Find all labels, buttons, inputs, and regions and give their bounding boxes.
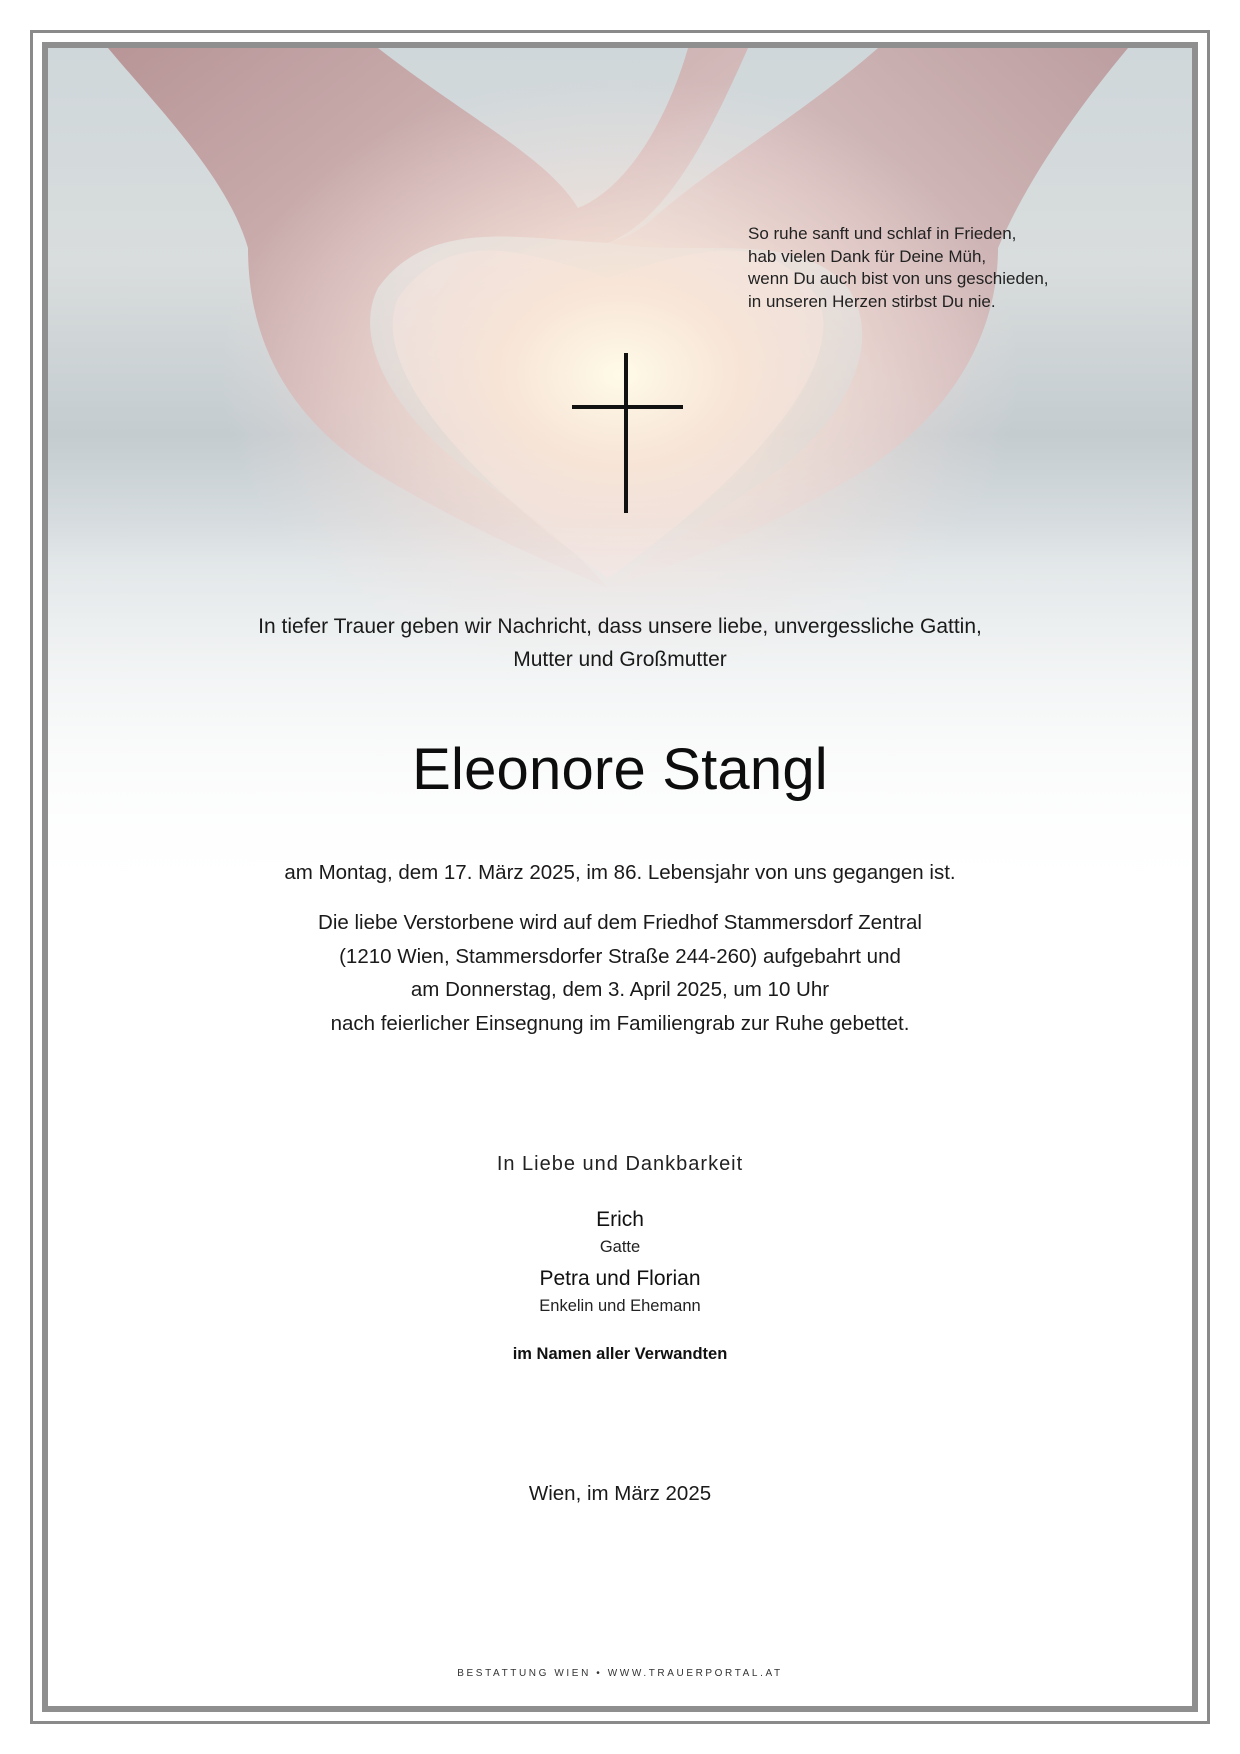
deceased-name: Eleonore Stangl (412, 737, 828, 802)
poem-line: wenn Du auch bist von uns geschieden, (748, 269, 1049, 288)
closing-phrase: In Liebe und Dankbarkeit (496, 1153, 744, 1175)
poem-line: hab vielen Dank für Deine Müh, (748, 246, 987, 266)
cross-icon (566, 353, 686, 518)
funeral-details (48, 906, 1192, 1040)
funeral-line: (1210 Wien, Stammersdorfer Straße 244-260) aufgebahrt und (339, 944, 901, 968)
mourner-relation: Gatte (599, 1238, 641, 1256)
intro-line-2: Mutter und Großmutter (513, 648, 727, 671)
relatives-note: im Namen aller Verwandten (512, 1345, 728, 1363)
obituary-card (42, 42, 1198, 1712)
mourner-relation: Enkelin und Ehemann (539, 1297, 701, 1315)
funeral-line: am Donnerstag, dem 3. April 2025, um 10 Uhr (410, 978, 830, 1001)
death-date-text: am Montag, dem 17. März 2025, im 86. Lebensjahr von uns gegangen ist. (284, 861, 956, 884)
footer-credit: BESTATTUNG WIEN • WWW.TRAUERPORTAL.AT (457, 1668, 783, 1679)
poem-line: So ruhe sanft und schlaf in Frieden, (748, 224, 1017, 243)
intro-line-1: In tiefer Trauer geben wir Nachricht, dass unsere liebe, unvergessliche Gattin, (258, 615, 982, 638)
poem (748, 223, 1128, 313)
mourner-name: Erich (596, 1208, 644, 1231)
funeral-line: Die liebe Verstorbene wird auf dem Friedhof Stammersdorf Zentral (318, 911, 922, 934)
funeral-line: nach feierlicher Einsegnung im Familiengrab zur Ruhe gebettet. (330, 1011, 910, 1035)
announcement-intro (48, 610, 1192, 676)
mourner-name: Petra und Florian (539, 1267, 701, 1290)
poem-line: in unseren Herzen stirbst Du nie. (748, 291, 996, 311)
place-date: Wien, im März 2025 (528, 1482, 712, 1505)
